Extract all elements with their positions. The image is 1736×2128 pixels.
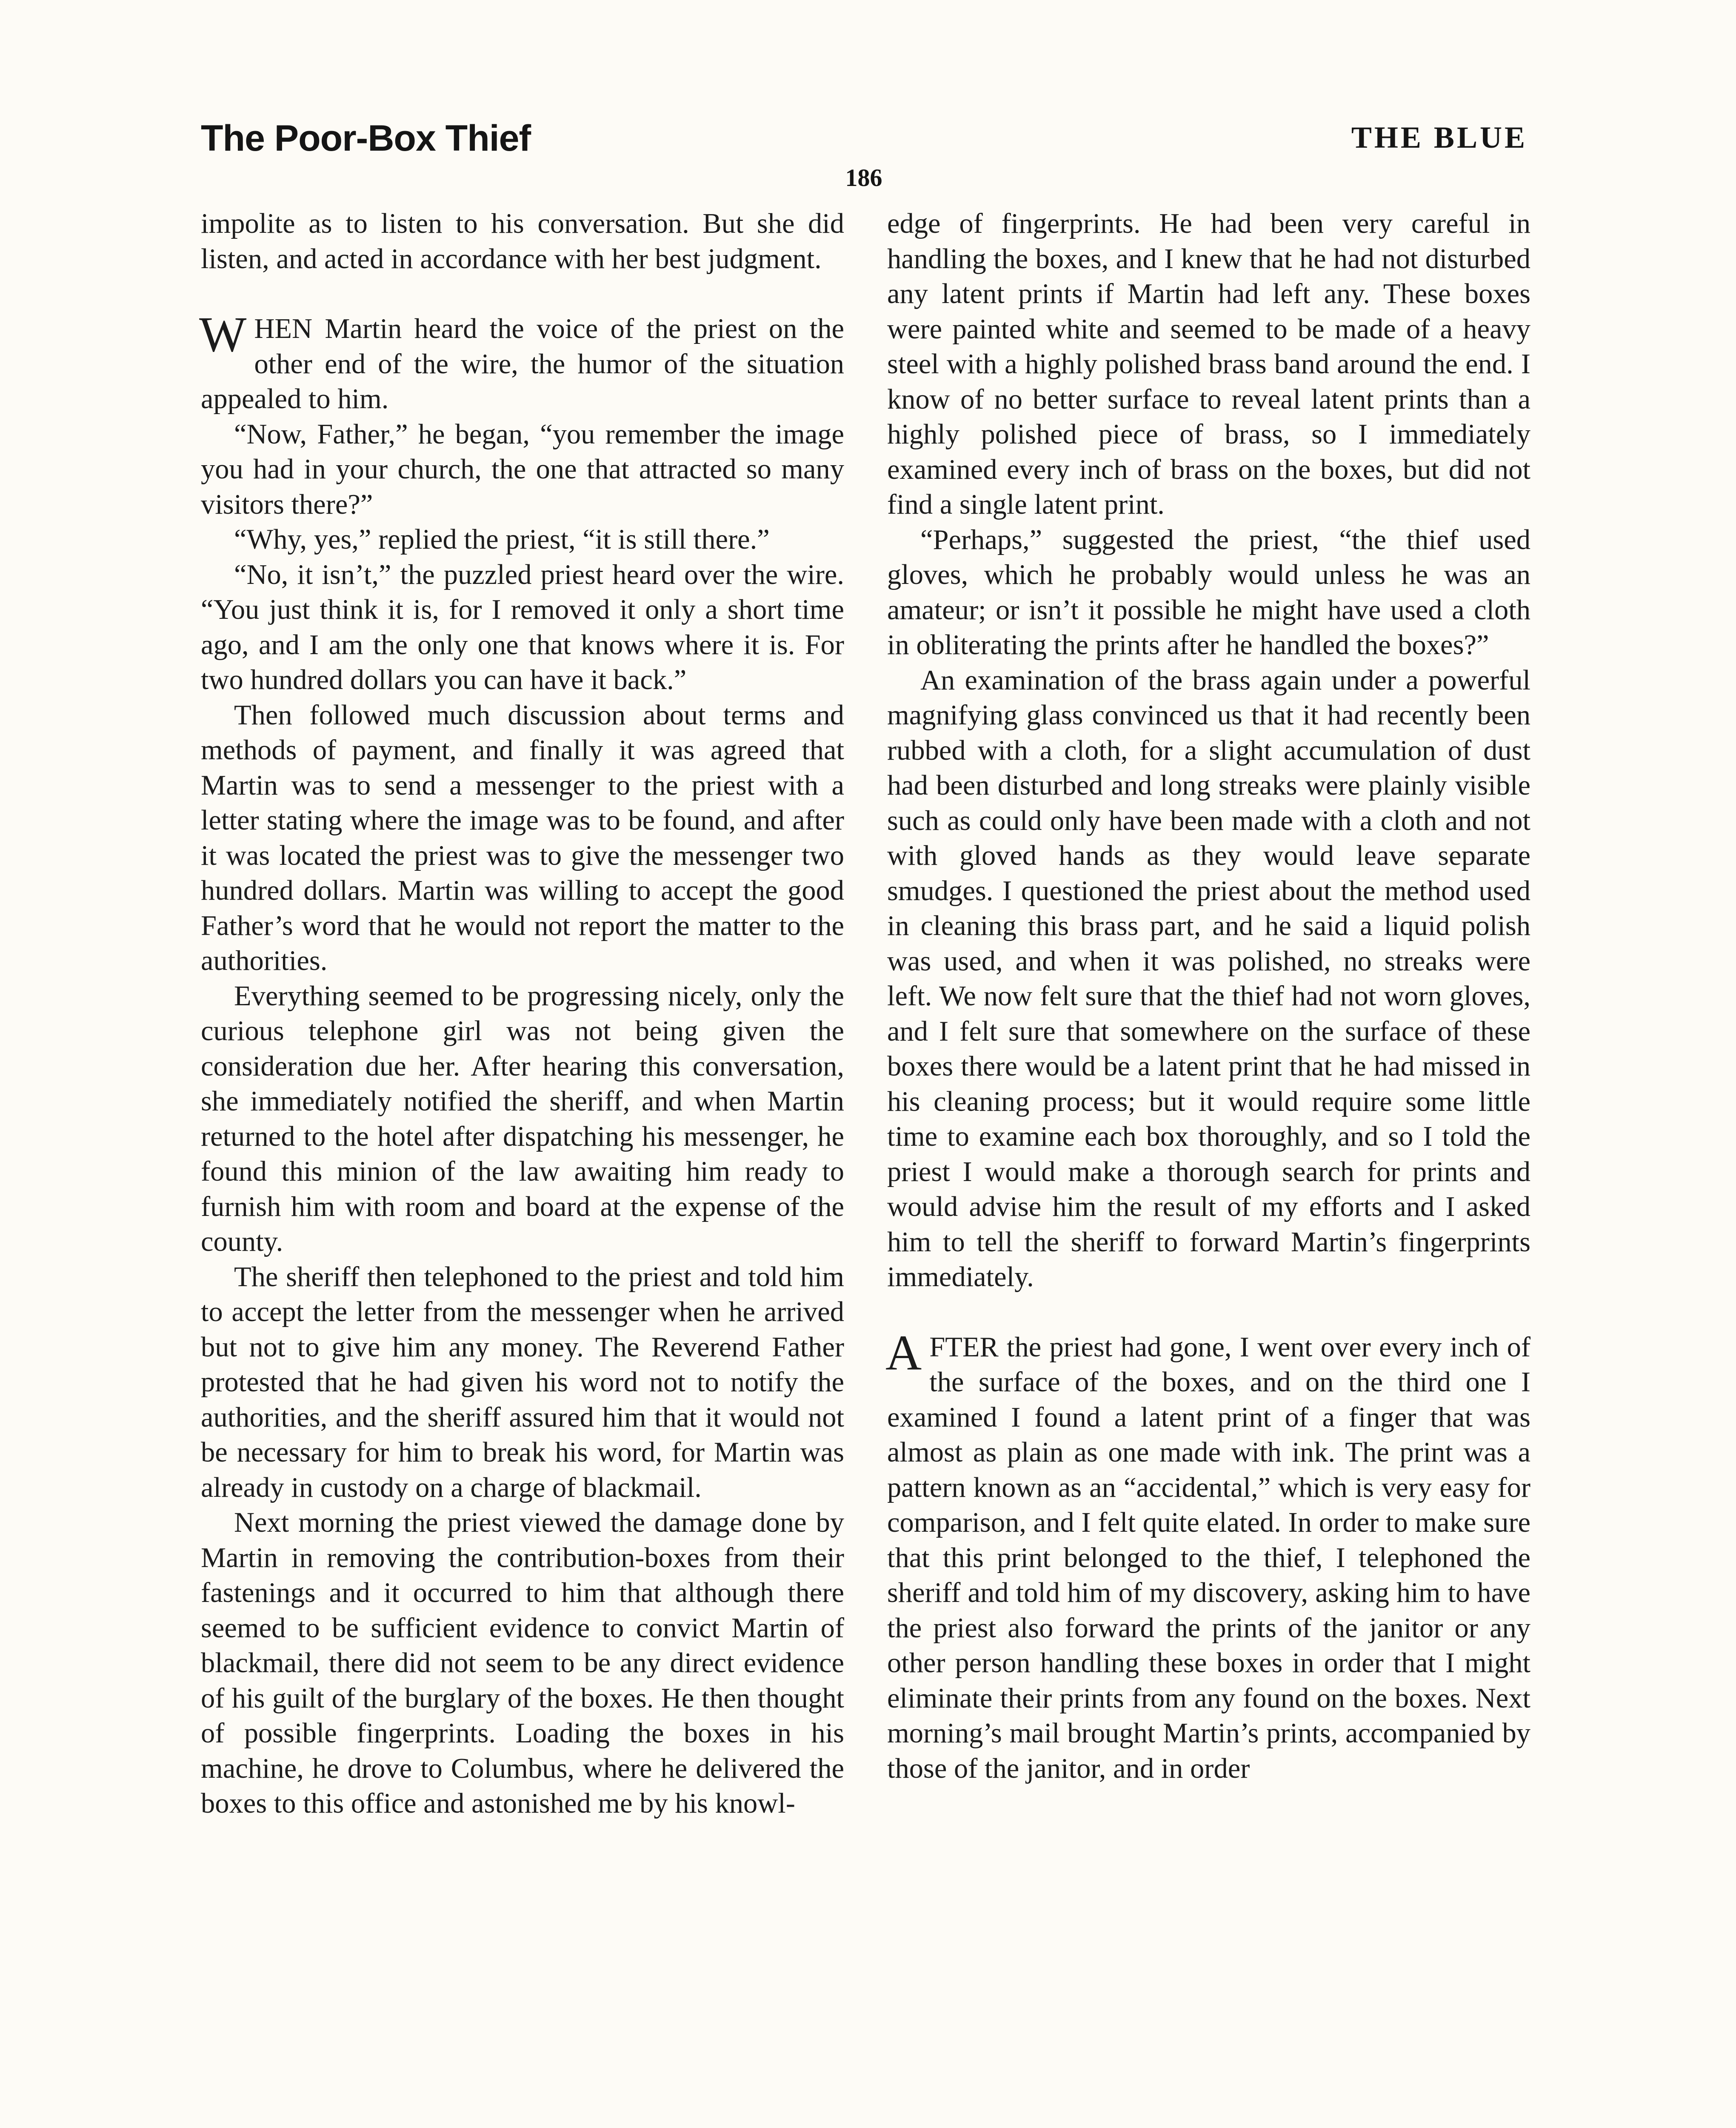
running-title: The Poor-Box Thief — [201, 118, 531, 159]
paragraph: Then followed much discussion about terms and methods of payment, and finally it was agreed that Martin was to send a messenger to the priest with a letter stating where the image was to be found, and after it was located the priest was to give the messenger two hundred dollars. Martin was willing to accept the good Father’s word that he would not report the matter to the authorities. — [201, 699, 844, 976]
left-column — [201, 206, 844, 1822]
paragraph-text: FTER the priest had gone, I went over every inch of the surface of the boxes, and on the third one I examined I found a latent print of a finger that was almost as plain as one made with ink. The print was a pattern known as an “accidental,” which is very easy for comparison, and I felt quite elated. In order to make sure that this print belonged to the thief, I telephoned the sheriff and told him of my discovery, asking him to have the priest also forward the prints of the janitor or any other person handling these boxes in order that I might eliminate their prints from any found on the boxes. Next morning’s mail brought Martin’s prints, accompanied by those of the janitor, and in order — [887, 1331, 1530, 1784]
section-opening-paragraph — [199, 306, 844, 417]
paragraph: edge of fingerprints. He had been very careful in handling the boxes, and I knew that he had not disturbed any latent prints if Martin had left any. These boxes were painted white and seemed to be made of a heavy steel with a highly polished brass band around the end. I know of no better surface to reveal latent prints than a highly polished piece of brass, so I immediately examined every inch of brass on the boxes, but did not find a single latent print. — [887, 208, 1530, 520]
paragraph: “No, it isn’t,” the puzzled priest heard over the wire. “You just think it is, for I removed it only a short time ago, and I am the only one that knows where it is. For two hundred dollars you can have it back.” — [201, 559, 844, 695]
right-column — [887, 206, 1530, 1786]
section-opening-paragraph — [885, 1324, 1530, 1787]
paragraph: “Why, yes,” replied the priest, “it is still there.” — [234, 524, 770, 555]
paragraph: “Perhaps,” suggested the priest, “the thief used gloves, which he probably would unless he was an amateur; or isn’t it possible he might have used a cloth in obliterating the prints after he handled the boxes?” — [887, 524, 1530, 661]
magazine-name: THE BLUE — [1351, 120, 1528, 154]
paragraph-text: HEN Martin heard the voice of the priest on the other end of the wire, the humor of the situation appealed to him. — [201, 313, 844, 415]
paragraph: The sheriff then telephoned to the priest and told him to accept the letter from the messenger when he arrived but not to give him any money. The Reverend Father protested that he had given his word not to notify the authorities, and the sheriff assured him that it would not be necessary for him to break his word, for Martin was already in custody on a charge of blackmail. — [201, 1261, 844, 1503]
paragraph: “Now, Father,” he began, “you remember the image you had in your church, the one that attracted so many visitors there?” — [201, 418, 844, 520]
paragraph: impolite as to listen to his conversation. But she did listen, and acted in accordance with her best judgment. — [201, 208, 844, 275]
paragraph: Everything seemed to be progressing nicely, only the curious telephone girl was not being given the consideration due her. After hearing this conversation, she immediately notified the sheriff, and when Martin returned to the hotel after dispatching his messenger, he found this minion of the law awaiting him ready to furnish him with room and board at the expense of the county. — [201, 980, 844, 1257]
drop-cap: A — [885, 1324, 922, 1381]
drop-cap: W — [199, 306, 247, 362]
paragraph: An examination of the brass again under a powerful magnifying glass convinced us that it had recently been rubbed with a cloth, for a slight accumulation of dust had been disturbed and long streaks were plainly visible such as could only have been made with a cloth and not with gloved hands as they would leave separate smudges. I questioned the priest about the method used in cleaning this brass part, and he said a liquid polish was used, and when it was polished, no streaks were left. We now felt sure that the thief had not worn gloves, and I felt sure that somewhere on the surface of these boxes there would be a latent print that he had missed in his cleaning process; but it would require some little time to examine each box thoroughly, and so I told the priest I would make a thorough search for prints and would advise him the result of my efforts and I asked him to tell the sheriff to forward Martin’s fingerprints immediately. — [887, 664, 1530, 1293]
paragraph: Next morning the priest viewed the damage done by Martin in removing the contribution-boxes from their fastenings and it occurred to him that although there seemed to be sufficient evidence to convict Martin of blackmail, there did not seem to be any direct evidence of his guilt of the burglary of the boxes. He then thought of possible fingerprints. Loading the boxes in his machine, he drove to Columbus, where he delivered the boxes to this office and astonished me by his knowl- — [201, 1507, 844, 1819]
page-number: 186 — [845, 164, 882, 192]
